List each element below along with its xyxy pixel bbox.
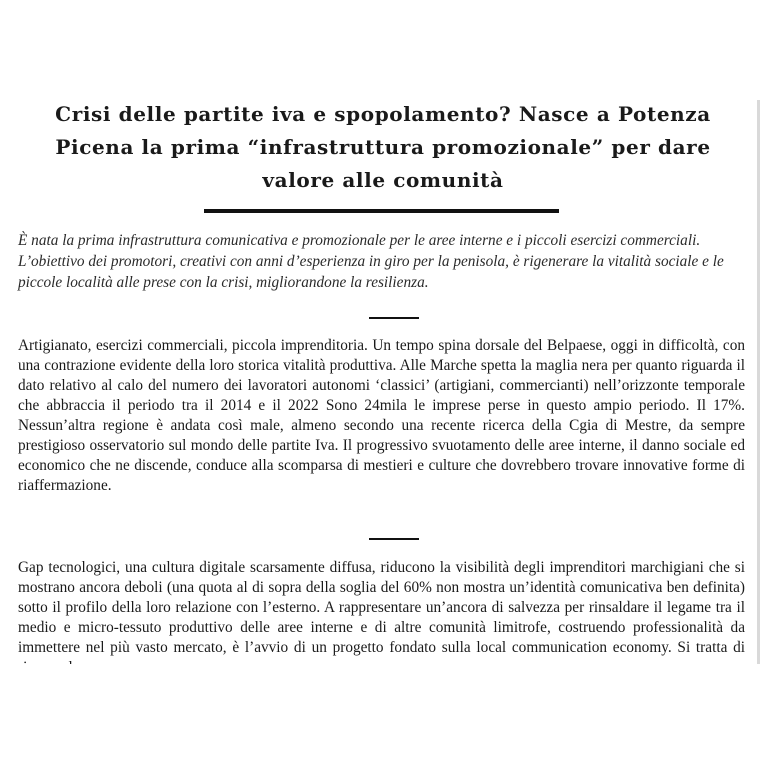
screenshot-crop-edge [0,664,768,768]
section-divider [369,538,419,540]
section-divider [369,317,419,319]
article-headline: Crisi delle partite iva e spopolamento? Nasce a Potenza Picena la prima “infrastruttura promozionale” per dare valore alle comunità [55,102,711,192]
headline-underline [204,209,559,213]
article-lede: È nata la prima infrastruttura comunicativa e promozionale per le aree interne e i piccoli esercizi commerciali. L’obiettivo dei promotori, creativi con anni d’esperienza in giro per la penisola, è rigenerare la vitalità sociale e le piccole località alle prese con la crisi, migliorandone la resilienza. [18,232,724,291]
body-paragraph: Artigianato, esercizi commerciali, piccola imprenditoria. Un tempo spina dorsale del Belpaese, oggi in difficoltà, con una contrazione evidente della loro storica vitalità produttiva. Alle Marche spetta la maglia nera per quanto riguarda il dato relativo al calo del numero dei lavoratori autonomi ‘classici’ (artigiani, commercianti) nell’orizzonte temporale che abbraccia il periodo tra il 2014 e il 2022 Sono 24mila le imprese perse in questo ampio periodo. Il 17%. Nessun’altra regione è andata così male, almeno secondo una recente ricerca della Cgia di Mestre, da sempre prestigioso osservatorio sul mondo delle partite Iva. Il progressivo svuotamento delle aree interne, il danno sociale ed economico che ne discende, conduce alla scomparsa di mestieri e culture che dovrebbero trovare innovative forme di riaffermazione. [18,337,745,494]
page-edge-divider [757,100,760,666]
body-paragraph: Gap tecnologici, una cultura digitale scarsamente diffusa, riducono la visibilità degli imprenditori marchigiani che si mostrano ancora deboli (una quota al di sopra della soglia del 60% non mostra un’identità comunicativa ben definita) sotto il profilo della loro relazione con l’esterno. A rappresentare un’ancora di salvezza per rinsaldare il legame tra il medio e micro-tessuto produttivo delle aree interne e di altre comunità limitrofe, costruendo professionalità da immettere nel più vasto mercato, è l’avvio di un progetto fondato sulla local communication economy. Si tratta di [18,559,745,656]
